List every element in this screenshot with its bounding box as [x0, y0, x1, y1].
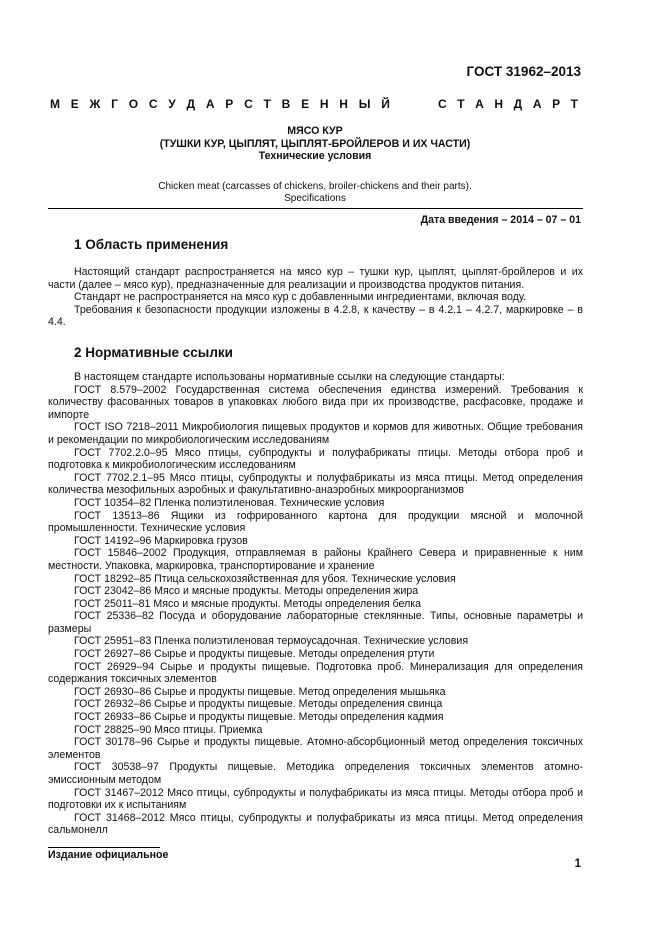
section2-paragraph: ГОСТ 23042–86 Мясо и мясные продукты. Методы определения жира	[74, 585, 419, 598]
header-letter: Д	[186, 97, 196, 111]
section2-paragraph: ГОСТ 15846–2002 Продукция, отправляемая в районы Крайнего Севера и приравненные к ним местности. Упаковка, маркировка, транспортирование и хранение	[48, 547, 583, 572]
header-letter: М	[50, 97, 60, 111]
header-letter: Е	[301, 97, 310, 111]
header-letter: С	[244, 97, 253, 111]
header-letter: Н	[319, 97, 329, 111]
header-letter: Т	[457, 97, 465, 111]
section2-paragraph: ГОСТ 26932–86 Сырье и продукты пищевые. Методы определения свинца	[74, 698, 443, 711]
official-edition-label: Издание официальное	[48, 849, 169, 861]
section2-paragraph: ГОСТ 25951–83 Пленка полиэтиленовая термоусадочная. Технические условия	[74, 635, 469, 648]
section-2-body	[48, 371, 583, 837]
header-letter: У	[168, 97, 176, 111]
section2-paragraph: ГОСТ 25011–81 Мясо и мясные продукты. Методы определения белка	[74, 597, 422, 610]
header-letter: В	[281, 97, 291, 111]
header-letter: Р	[552, 97, 561, 111]
section2-paragraph: ГОСТ 7702.2.1–95 Мясо птицы, субпродукты и полуфабрикаты из мяса птицы. Метод определения количества мезофильных аэробных и факультативно-анаэробных микроорганизмов	[48, 471, 583, 497]
header-letter: Н	[494, 97, 504, 111]
section2-paragraph: ГОСТ 26927–86 Сырье и продукты пищевые. Методы определения ртути	[74, 648, 435, 661]
section2-paragraph: ГОСТ 28825–90 Мясо птицы. Приемка	[74, 723, 263, 736]
title-line-2: (ТУШКИ КУР, ЦЫПЛЯТ, ЦЫПЛЯТ-БРОЙЛЕРОВ И ИХ ЧАСТИ)	[159, 137, 471, 150]
header-letter: С	[148, 97, 158, 111]
header-letter: Г	[111, 97, 118, 111]
english-title	[50, 181, 580, 205]
section2-paragraph: ГОСТ 30538–97 Продукты пищевые. Методика определения токсичных элементов атомно-эмиссионным методом	[48, 761, 583, 786]
section2-paragraph: ГОСТ 31468–2012 Мясо птицы, субпродукты и полуфабрикаты из мяса птицы. Метод определения сальмонелл	[48, 811, 583, 837]
english-title-line-2: Specifications	[284, 192, 346, 204]
section2-paragraph: ГОСТ 7702.2.0–95 Мясо птицы, субпродукты и полуфабрикаты птицы. Методы отбора проб и подготовка к микробиологическим исследованиям	[48, 446, 583, 472]
section2-paragraph: ГОСТ 30178–96 Сырье и продукты пищевые. Атомно-абсорбционный метод определения токсичных элементов	[48, 736, 583, 761]
section2-paragraph: ГОСТ 13513–86 Ящики из гофрированного картона для продукции мясной и молочной промышленности. Технические условия	[48, 509, 583, 535]
header-letter: С	[438, 97, 447, 111]
section-1-heading: 1 Область применения	[74, 237, 229, 252]
header-letter: Т	[263, 97, 271, 111]
section2-paragraph: ГОСТ 14192–96 Маркировка грузов	[74, 534, 248, 547]
header-letter: Ы	[358, 97, 371, 111]
section2-paragraph: ГОСТ 26930–86 Сырье и продукты пищевые. Метод определения мышьяка	[74, 685, 446, 698]
header-letter: Н	[339, 97, 348, 111]
title-block	[50, 125, 580, 205]
divider-line	[48, 208, 583, 209]
introduction-date: Дата введения – 2014 – 07 – 01	[420, 214, 581, 226]
section1-paragraph: Стандарт не распространяется на мясо кур с добавленными ингредиентами, включая воду.	[74, 291, 527, 304]
standard-word	[438, 97, 578, 111]
header-letter: А	[532, 97, 542, 111]
section-1-body	[48, 266, 583, 329]
section2-paragraph: ГОСТ 10354–82 Пленка полиэтиленовая. Технические условия	[74, 496, 385, 509]
header-letter: Й	[381, 97, 390, 111]
header-letter: О	[128, 97, 139, 111]
header-letter: Ж	[89, 97, 101, 111]
header-letter: Р	[225, 97, 234, 111]
header-letter: Д	[513, 97, 523, 111]
interstate-standard-heading	[50, 97, 578, 111]
footer-divider	[48, 847, 160, 848]
english-title-line-1: Chicken meat (carcasses of chickens, broiler-chickens and their parts).	[158, 180, 472, 192]
title-line-1: МЯСО КУР	[287, 125, 343, 137]
section2-paragraph: ГОСТ 25336–82 Посуда и оборудование лабораторные стеклянные. Типы, основные параметры и размеры	[48, 610, 583, 635]
section2-paragraph: ГОСТ ISO 7218–2011 Микробиология пищевых продуктов и кормов для животных. Общие требования и рекомендации по микробиологическим исследованиям	[48, 421, 583, 446]
header-letter: А	[205, 97, 215, 111]
page-number: 1	[574, 858, 581, 870]
section2-paragraph: ГОСТ 26929–94 Сырье и продукты пищевые. Подготовка проб. Минерализация для определения содержания токсичных элементов	[48, 660, 583, 686]
header-letter: Е	[70, 97, 79, 111]
section2-paragraph: В настоящем стандарте использованы нормативные ссылки на следующие стандарты:	[74, 371, 505, 383]
section2-paragraph: ГОСТ 31467–2012 Мясо птицы, субпродукты и полуфабрикаты из мяса птицы. Методы отбора проб и подготовки их к испытаниям	[48, 786, 583, 812]
section2-paragraph: ГОСТ 8.579–2002 Государственная система обеспечения единства измерений. Требования к количеству фасованных товаров в упаковках любого вида при их производстве, расфасовке, продаже и импорте	[48, 383, 583, 421]
interstate-word	[50, 97, 390, 111]
section2-paragraph: ГОСТ 26933–86 Сырье и продукты пищевые. Методы определения кадмия	[74, 711, 444, 724]
section1-paragraph: Требования к безопасности продукции изложены в 4.2.8, к качеству – в 4.2.1 – 4.2.7, маркировке – в 4.4.	[48, 303, 583, 329]
section-2-heading: 2 Нормативные ссылки	[74, 345, 233, 360]
section1-paragraph: Настоящий стандарт распространяется на мясо кур – тушки кур, цыплят, цыплят-бройлеров и их части (далее – мясо кур), предназначенные для реализации и производства продуктов питания.	[48, 266, 583, 291]
document-number: ГОСТ 31962–2013	[466, 64, 581, 79]
section2-paragraph: ГОСТ 18292–85 Птица сельскохозяйственная для убоя. Технические условия	[74, 572, 456, 585]
header-letter: А	[475, 97, 484, 111]
title-line-3: Технические условия	[258, 150, 372, 162]
header-letter: Т	[570, 97, 578, 111]
